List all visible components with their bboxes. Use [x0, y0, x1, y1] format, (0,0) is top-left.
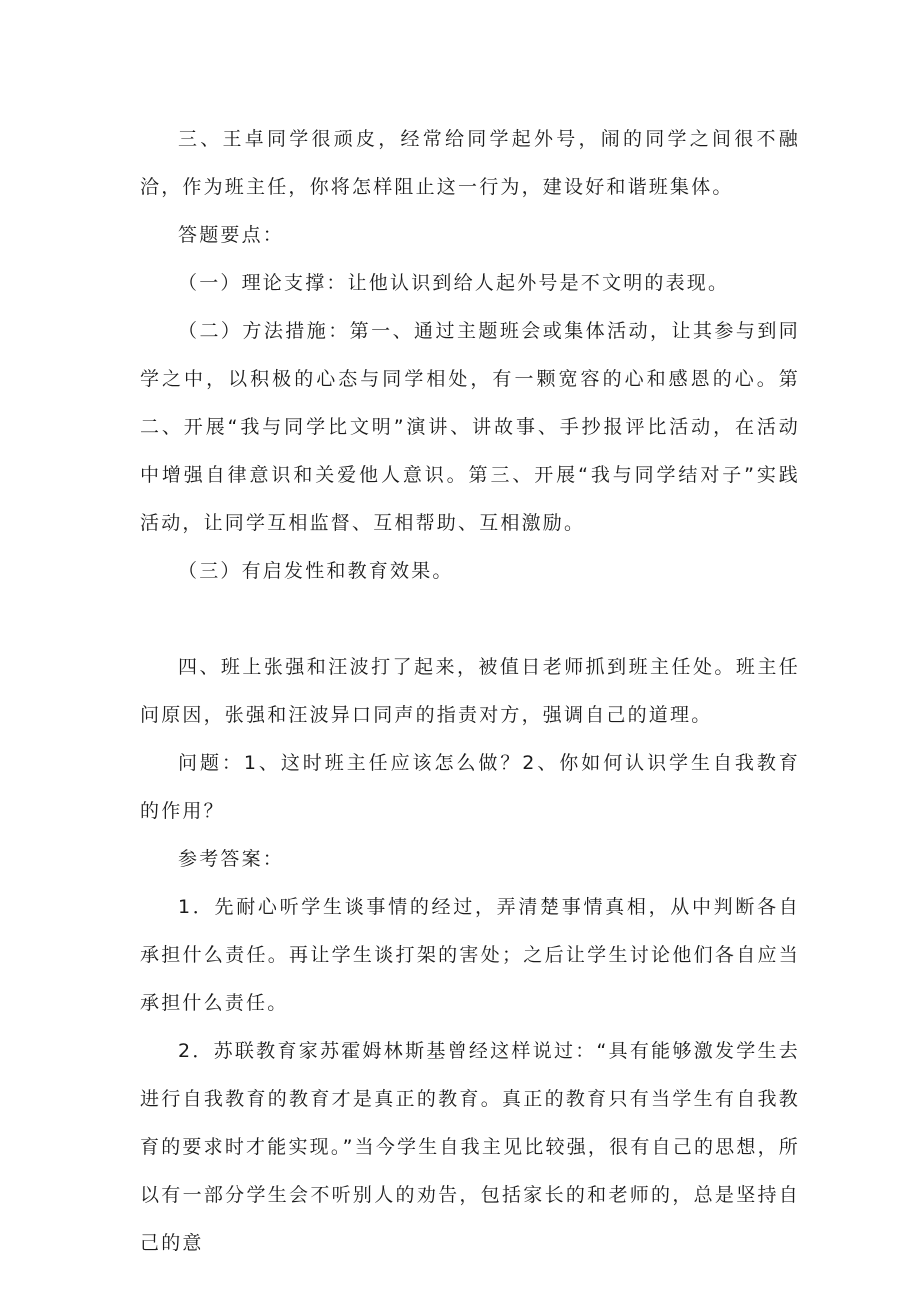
section3-point2: （二）方法措施：第一、通过主题班会或集体活动，让其参与到同学之中，以积极的心态与同学相处，有一颗宽容的心和感恩的心。第二、开展“我与同学比文明”演讲、讲故事、手抄报评比活动，在活动中增强自律意识和关爱他人意识。第三、开展“我与同学结对子”实践活动，让同学互相监督、互相帮助、互相激励。 — [140, 320, 800, 534]
section3-question: 三、王卓同学很顽皮，经常给同学起外号，闹的同学之间很不融洽，作为班主任，你将怎样阻止这一行为，建设好和谐班集体。 — [140, 128, 800, 198]
section4-answer2: 2．苏联教育家苏霍姆林斯基曾经这样说过：“具有能够激发学生去进行自我教育的教育才是真正的教育。真正的教育只有当学生有自我教育的要求时才能实现。”当今学生自我主见比较强，很有自己的思想，所以有一部分学生会不听别人的劝告，包括家长的和老师的，总是坚持自己的意 — [140, 1040, 800, 1254]
section4-case: 四、班上张强和汪波打了起来，被值日老师抓到班主任处。班主任问原因，张强和汪波异口同声的指责对方，强调自己的道理。 — [140, 656, 800, 726]
section4-answer-heading: 参考答案： — [178, 848, 285, 870]
section-gap — [140, 595, 800, 643]
section4-question: 问题：1、这时班主任应该怎么做？2、你如何认识学生自我教育的作用？ — [140, 752, 800, 822]
section3-point3: （三）有启发性和教育效果。 — [178, 560, 454, 582]
section4-answer1: 1．先耐心听学生谈事情的经过，弄清楚事情真相，从中判断各自承担什么责任。再让学生谈打架的害处；之后让学生讨论他们各自应当承担什么责任。 — [140, 896, 800, 1014]
section3-point1: （一）理论支撑：让他认识到给人起外号是不文明的表现。 — [178, 272, 730, 294]
section3-answer-heading: 答题要点： — [178, 224, 285, 246]
document-body — [140, 115, 800, 1267]
